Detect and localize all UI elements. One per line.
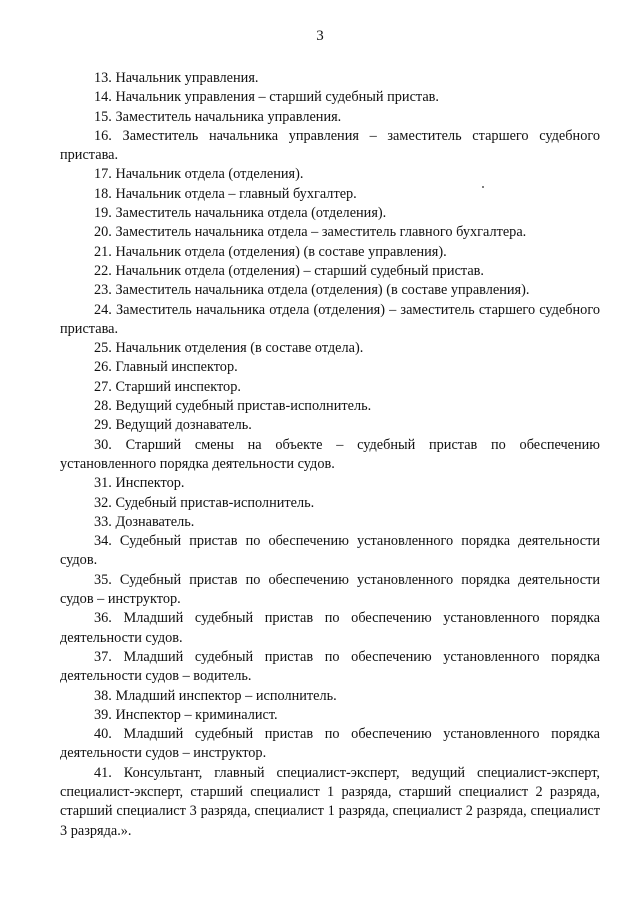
list-item: 18. Начальник отдела – главный бухгалтер. xyxy=(94,185,357,202)
list-item: 17. Начальник отдела (отделения). xyxy=(94,166,304,183)
list-item: 13. Начальник управления. xyxy=(94,70,259,86)
position-list xyxy=(60,69,600,841)
list-item: 20. Заместитель начальника отдела – заместитель главного бухгалтера. xyxy=(94,224,527,241)
list-item: 22. Начальник отдела (отделения) – старший судебный пристав. xyxy=(94,262,485,279)
list-item: 23. Заместитель начальника отдела (отделения) (в составе управления). xyxy=(94,282,530,299)
list-item: 36. Младший судебный пристав по обеспечению установленного порядка деятельности судов. xyxy=(60,610,600,646)
list-item: 16. Заместитель начальника управления – заместитель старшего судебного пристава. xyxy=(60,127,600,164)
list-item: 30. Старший смены на объекте – судебный пристав по обеспечению установленного порядка деятельности судов. xyxy=(60,436,600,472)
list-item: 24. Заместитель начальника отдела (отделения) – заместитель старшего судебного пристава. xyxy=(60,301,600,337)
list-item: 37. Младший судебный пристав по обеспечению установленного порядка деятельности судов – водитель. xyxy=(60,648,600,685)
list-item: 14. Начальник управления – старший судебный пристав. xyxy=(94,89,440,106)
list-item: 31. Инспектор. xyxy=(94,475,185,492)
page-number: 3 xyxy=(316,28,324,44)
list-item: 40. Младший судебный пристав по обеспечению установленного порядка деятельности судов – инструктор. xyxy=(60,726,600,762)
list-item: 28. Ведущий судебный пристав-исполнитель. xyxy=(94,398,372,415)
list-item: 33. Дознаватель. xyxy=(94,513,195,530)
list-item: 29. Ведущий дознаватель. xyxy=(94,417,252,434)
list-item: 25. Начальник отделения (в составе отдела). xyxy=(94,340,364,357)
list-item: 35. Судебный пристав по обеспечению установленного порядка деятельности судов – инструктор. xyxy=(60,571,600,608)
list-item: 21. Начальник отдела (отделения) (в составе управления). xyxy=(94,243,447,260)
list-item: 19. Заместитель начальника отдела (отделения). xyxy=(94,205,387,222)
list-item: 27. Старший инспектор. xyxy=(94,378,241,395)
list-item: 32. Судебный пристав-исполнитель. xyxy=(94,494,315,511)
list-item: 41. Консультант, главный специалист-эксперт, ведущий специалист-эксперт, специалист-эксперт, старший специалист 1 разряда, старший специалист 2 разряда, старший специалист 3 разряда, специалист 1 разряда, специалист 2 разряда, специалист 3 разряда.». xyxy=(60,764,600,839)
list-item: 38. Младший инспектор – исполнитель. xyxy=(94,687,337,704)
list-item: 15. Заместитель начальника управления. xyxy=(94,108,342,125)
list-item: 34. Судебный пристав по обеспечению установленного порядка деятельности судов. xyxy=(60,533,600,569)
list-item: 39. Инспектор – криминалист. xyxy=(94,706,278,723)
list-item: 26. Главный инспектор. xyxy=(94,359,238,376)
scan-speck xyxy=(482,186,484,188)
